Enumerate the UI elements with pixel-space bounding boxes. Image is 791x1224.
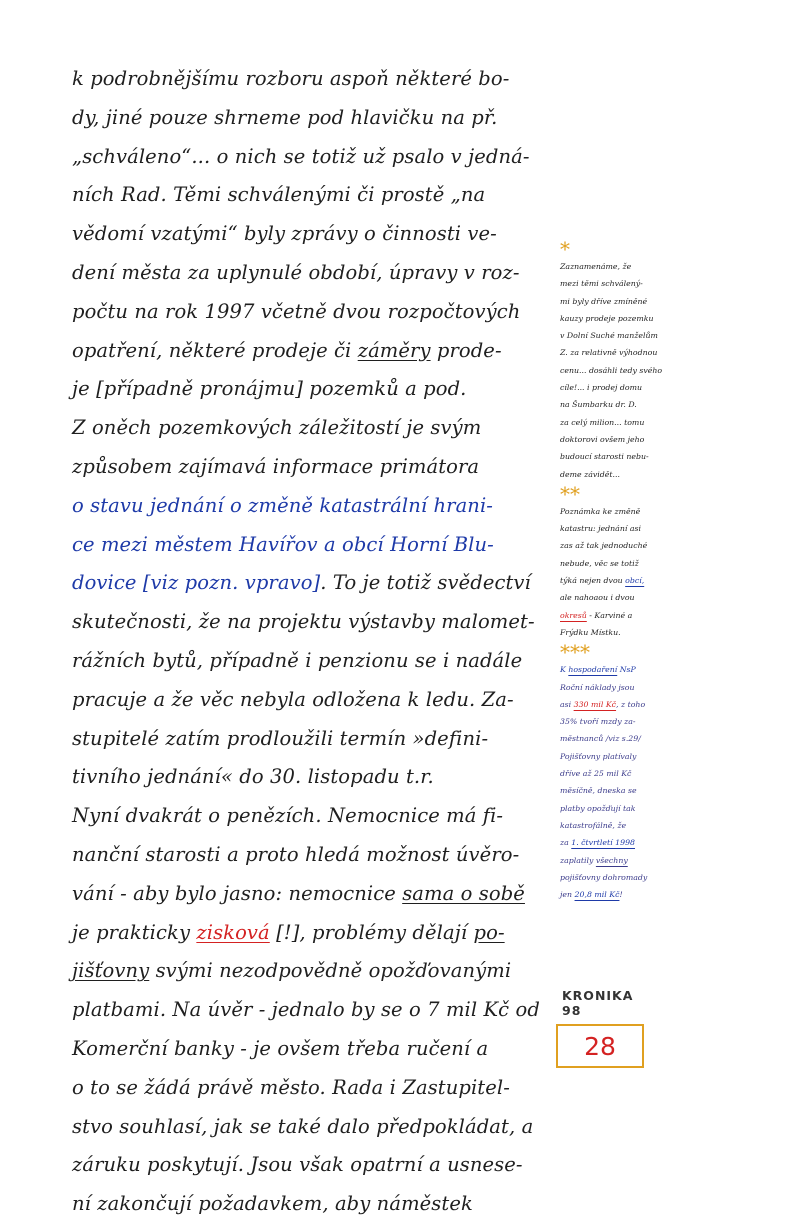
text-line	[72, 642, 550, 681]
text-span: 1. čtvrtletí 1998	[571, 838, 635, 848]
text-span: je prakticky	[72, 920, 197, 944]
text-line	[72, 409, 550, 448]
text-span: vání - aby bylo jasno: nemocnice	[72, 881, 403, 905]
text-span: , z toho	[616, 699, 646, 709]
text-span: katastru: jednání asi	[560, 524, 641, 534]
text-span: skutečnosti, že na projektu výstavby malomet-	[72, 610, 535, 634]
text-span: [viz pozn. vpravo]	[136, 571, 321, 595]
text-span: cíle!... i prodej domu	[560, 383, 643, 393]
text-span: zisková	[196, 920, 270, 944]
text-line	[72, 1185, 550, 1224]
text-line	[560, 713, 788, 730]
text-line	[72, 1069, 550, 1108]
text-line	[560, 869, 788, 886]
text-span: !	[619, 890, 623, 900]
text-line	[560, 572, 788, 589]
text-span: Frýdku Místku.	[560, 627, 621, 637]
text-span: [!], problémy dělají	[269, 920, 474, 944]
side-note-3	[560, 661, 788, 903]
text-line	[72, 487, 550, 526]
text-span: - Karviné a	[586, 610, 633, 620]
text-line	[72, 1030, 550, 1069]
text-span: opatření, některé prodeje či	[72, 338, 358, 362]
text-line	[560, 396, 788, 413]
text-span: tivního jednání« do 30. listopadu t.r.	[72, 765, 434, 789]
text-span: ní zakončují požadavkem, aby náměstek	[72, 1192, 473, 1216]
text-line	[560, 589, 788, 606]
text-line	[72, 99, 550, 138]
page-footer	[556, 988, 656, 1068]
text-span: Nyní dvakrát o penězích. Nemocnice má fi-	[72, 804, 504, 828]
text-span: jišťovny	[72, 959, 150, 983]
side-note-2	[560, 503, 788, 641]
text-line	[560, 431, 788, 448]
text-span: doktorovi ovšem jeho	[560, 434, 645, 444]
text-line	[72, 60, 550, 99]
text-line	[72, 1146, 550, 1185]
text-span: Komerční banky - je ovšem třeba ručení a	[72, 1036, 489, 1060]
text-span: záruku poskytují. Jsou však opatrní a usnese-	[72, 1153, 523, 1177]
text-span: deme závidět...	[560, 469, 620, 479]
text-span: Roční náklady jsou	[560, 682, 635, 692]
text-span: kauzy prodeje pozemku	[560, 313, 654, 323]
text-line	[560, 414, 788, 431]
text-span: městnanců /viz s.29/	[560, 734, 641, 744]
text-line	[72, 215, 550, 254]
text-line	[72, 526, 550, 565]
text-span: hospodaření	[568, 665, 618, 675]
asterisk-mark: *	[560, 237, 570, 261]
text-line	[72, 448, 550, 487]
text-span: na Šumbarku dr. D.	[560, 400, 637, 410]
text-span: ale nahoaou i dvou	[560, 593, 635, 603]
text-span: Pojišťovny platívaly	[560, 751, 637, 761]
text-line	[560, 503, 788, 520]
text-span: katastrofálně, že	[560, 820, 627, 830]
text-line	[560, 834, 788, 851]
text-span: platby opožďují tak	[560, 803, 636, 813]
text-span: budoucí starosti nebu-	[560, 452, 649, 462]
side-notes	[560, 237, 788, 903]
text-span: 330 mil Kč	[573, 699, 617, 709]
text-span: způsobem zajímavá informace primátora	[72, 454, 480, 478]
text-line	[72, 720, 550, 759]
text-line	[560, 293, 788, 310]
text-span: Zaznamenáme, že	[560, 262, 632, 271]
text-line	[72, 332, 550, 371]
text-span: nebude, věc se totiž	[560, 558, 639, 568]
text-span: prode-	[430, 338, 502, 362]
text-line	[560, 696, 788, 713]
text-span: svými nezodpovědně opožďovanými	[149, 959, 512, 983]
text-line	[560, 679, 788, 696]
text-line	[560, 362, 788, 379]
text-line	[72, 138, 550, 177]
side-note-1	[560, 258, 788, 483]
text-line	[72, 991, 550, 1030]
text-line	[72, 952, 550, 991]
text-line	[72, 875, 550, 914]
text-line	[560, 730, 788, 747]
text-span: obcí,	[625, 576, 645, 586]
text-span: asi	[560, 699, 574, 709]
text-span: za	[560, 838, 572, 848]
text-line	[560, 327, 788, 344]
text-span: k podrobnějšímu rozboru aspoň některé bo-	[72, 67, 510, 90]
text-line	[560, 258, 788, 275]
text-line	[72, 293, 550, 332]
text-span: 20,8 mil Kč	[574, 890, 620, 900]
text-line	[560, 310, 788, 327]
text-line	[560, 344, 788, 361]
text-span: „schváleno“... o nich se totiž už psalo v jedná-	[72, 144, 530, 168]
text-span: týká nejen dvou	[560, 576, 626, 586]
text-line	[560, 782, 788, 799]
text-span: je [případně pronájmu] pozemků a pod.	[72, 377, 467, 401]
text-span: ce mezi městem Havířov a obcí Horní Blu-	[72, 532, 494, 556]
text-span: K	[560, 665, 569, 675]
text-line	[72, 176, 550, 215]
text-line	[560, 448, 788, 465]
text-line	[560, 817, 788, 834]
text-line	[560, 748, 788, 765]
text-span: za celý milion... tomu	[560, 417, 645, 427]
text-line	[72, 603, 550, 642]
text-line	[560, 886, 788, 903]
text-span: nanční starosti a proto hledá možnost úvěro-	[72, 842, 520, 866]
text-span: o to se žádá právě město. Rada i Zastupitel-	[72, 1075, 510, 1099]
chronicle-label: KRONIKA 98	[562, 988, 634, 1018]
text-span: stvo souhlasí, jak se také dalo předpokládat, a	[72, 1114, 534, 1138]
text-span: jen	[560, 890, 575, 900]
text-span: o stavu jednání o změně katastrální hrani-	[72, 493, 493, 517]
text-line	[560, 624, 788, 641]
main-text	[72, 60, 550, 1224]
text-line	[72, 797, 550, 836]
text-span: sama o sobě	[402, 881, 525, 905]
text-span: dříve až 25 mil Kč	[560, 769, 632, 779]
text-span: okresů	[560, 610, 587, 620]
text-line	[560, 379, 788, 396]
text-span: platbami. Na úvěr - jednalo by se o 7 mil Kč od	[72, 998, 540, 1022]
text-line	[560, 765, 788, 782]
text-span: v Dolní Suché manželům	[560, 331, 658, 341]
text-span: počtu na rok 1997 včetně dvou rozpočtových	[72, 299, 521, 323]
text-span: cenu... dosáhli tedy svého	[560, 365, 663, 375]
text-span: zaplatily	[560, 855, 596, 865]
text-line	[560, 537, 788, 554]
text-span: 35% tvoří mzdy za-	[560, 717, 636, 727]
text-line	[560, 852, 788, 869]
text-span: pojišťovny dohromady	[560, 872, 648, 882]
text-line	[72, 681, 550, 720]
text-span: Z. za relativně výhodnou	[560, 348, 658, 358]
page-number: 28	[556, 1024, 644, 1068]
text-span: všechny	[595, 855, 628, 865]
text-span: záměry	[357, 338, 431, 362]
text-span: měsíčně, dneska se	[560, 786, 637, 796]
text-span: vědomí vzatými“ byly zprávy o činnosti ve-	[72, 222, 497, 246]
text-line	[72, 914, 550, 953]
text-span: dovice	[72, 571, 137, 595]
text-span: rážních bytů, případně i penzionu se i nadále	[72, 648, 523, 672]
text-span: dení města za uplynulé období, úpravy v roz-	[72, 260, 520, 284]
text-span: Z oněch pozemkových záležitostí je svým	[72, 416, 482, 440]
text-line	[72, 758, 550, 797]
text-span: mezi těmi schválený-	[560, 279, 643, 289]
text-line	[72, 370, 550, 409]
text-span: Poznámka ke změně	[560, 506, 641, 516]
text-line	[560, 607, 788, 624]
text-line	[72, 564, 550, 603]
text-line	[72, 836, 550, 875]
text-line	[560, 520, 788, 537]
text-line	[560, 800, 788, 817]
text-span: pracuje a že věc nebyla odložena k ledu. Za-	[72, 687, 514, 711]
text-span: stupitelé zatím prodloužili termín »defini-	[72, 726, 489, 750]
text-line	[560, 661, 788, 678]
text-line	[560, 466, 788, 483]
text-line	[72, 254, 550, 293]
text-line	[72, 1108, 550, 1147]
text-span: mi byly dříve zmíněné	[560, 296, 648, 306]
asterisk-mark: **	[560, 481, 580, 506]
text-span: NsP	[617, 665, 636, 675]
text-span: ních Rad. Těmi schválenými či prostě „na	[72, 183, 486, 207]
text-span: po-	[473, 920, 505, 944]
text-line	[560, 275, 788, 292]
text-span: dy, jiné pouze shrneme pod hlavičku na př.	[72, 105, 498, 129]
text-span: . To je totiž svědectví	[320, 571, 531, 595]
asterisk-mark: ***	[560, 640, 590, 665]
text-span: zas až tak jednoduché	[560, 541, 648, 551]
text-line	[560, 555, 788, 572]
